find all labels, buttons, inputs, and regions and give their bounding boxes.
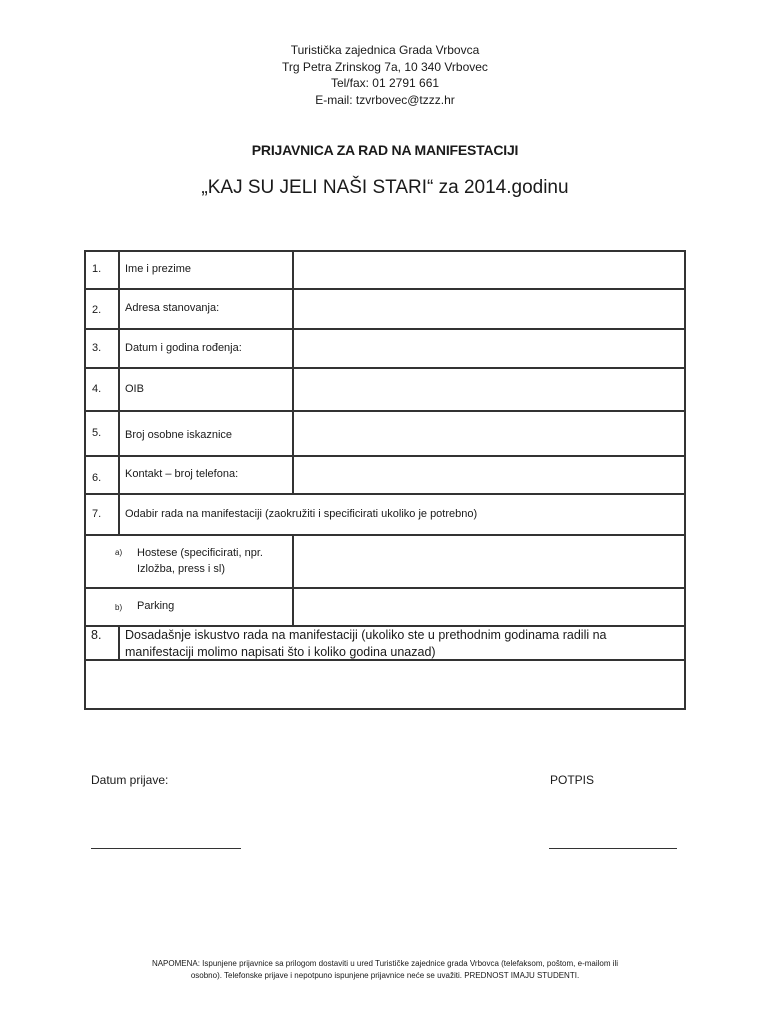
- input-name[interactable]: [294, 252, 683, 287]
- input-parking-specification[interactable]: [294, 589, 683, 624]
- footer-note: NAPOMENA: Ispunjene prijavnice sa prilogom dostaviti u ured Turističke zajednice grada Vrbovca (telefaksom, poštom, e-mailom ili osobno). Telefonske prijave i nepotpuno ispunjene prijavnice neće se uvažiti. PREDNOST IMAJU STUDENTI.: [151, 959, 619, 980]
- org-name: Turistička zajednica Grada Vrbovca: [290, 43, 480, 57]
- row-number: 7.: [92, 508, 102, 520]
- row-number: 3.: [92, 342, 102, 354]
- signature-line[interactable]: [549, 848, 677, 849]
- input-phone[interactable]: [294, 457, 683, 492]
- date-line[interactable]: [91, 848, 241, 849]
- row-number: 1.: [92, 263, 102, 275]
- row-number: 8.: [91, 628, 102, 642]
- row-number: 6.: [92, 472, 102, 484]
- input-id-card[interactable]: [294, 412, 683, 454]
- row-number: 4.: [92, 383, 102, 395]
- row-label-work-selection: Odabir rada na manifestaciji (zaokružiti i specificirati ukoliko je potrebno): [125, 508, 478, 520]
- option-hostess-label[interactable]: Hostese (specificirati, npr. Izložba, press i sl): [137, 547, 263, 575]
- input-experience[interactable]: [86, 661, 683, 707]
- row-label-experience: Dosadašnje iskustvo rada na manifestaciji (ukoliko ste u prethodnim godinama radili na manifestaciji molimo napisati što i koliko godina unazad): [125, 628, 607, 659]
- row-label-oib: OIB: [125, 383, 144, 395]
- row-label-phone: Kontakt – broj telefona:: [125, 468, 239, 480]
- signature-label: POTPIS: [550, 773, 595, 787]
- row-number: 5.: [92, 427, 102, 439]
- option-parking-label[interactable]: Parking: [137, 600, 175, 612]
- form-title: PRIJAVNICA ZA RAD NA MANIFESTACIJI: [251, 142, 519, 158]
- input-birthdate[interactable]: [294, 330, 683, 366]
- org-phone: Tel/fax: 01 2791 661: [330, 76, 440, 90]
- option-letter-a: a): [115, 548, 123, 557]
- row-label-birthdate: Datum i godina rođenja:: [125, 342, 242, 354]
- option-letter-b: b): [115, 603, 123, 612]
- org-email: E-mail: tzvrbovec@tzzz.hr: [315, 92, 455, 107]
- organization-header: [0, 42, 770, 108]
- input-address[interactable]: [294, 290, 683, 327]
- application-form-table: [84, 250, 686, 710]
- row-label-id-card: Broj osobne iskaznice: [125, 429, 233, 441]
- event-title: „KAJ SU JELI NAŠI STARI“ za 2014.godinu: [201, 177, 569, 198]
- row-number: 2.: [92, 304, 102, 316]
- date-label: Datum prijave:: [91, 773, 169, 787]
- row-label-name: Ime i prezime: [125, 263, 192, 275]
- input-oib[interactable]: [294, 369, 683, 409]
- row-label-address: Adresa stanovanja:: [125, 302, 220, 314]
- org-address: Trg Petra Zrinskog 7a, 10 340 Vrbovec: [282, 59, 488, 74]
- input-hostess-specification[interactable]: [294, 536, 683, 586]
